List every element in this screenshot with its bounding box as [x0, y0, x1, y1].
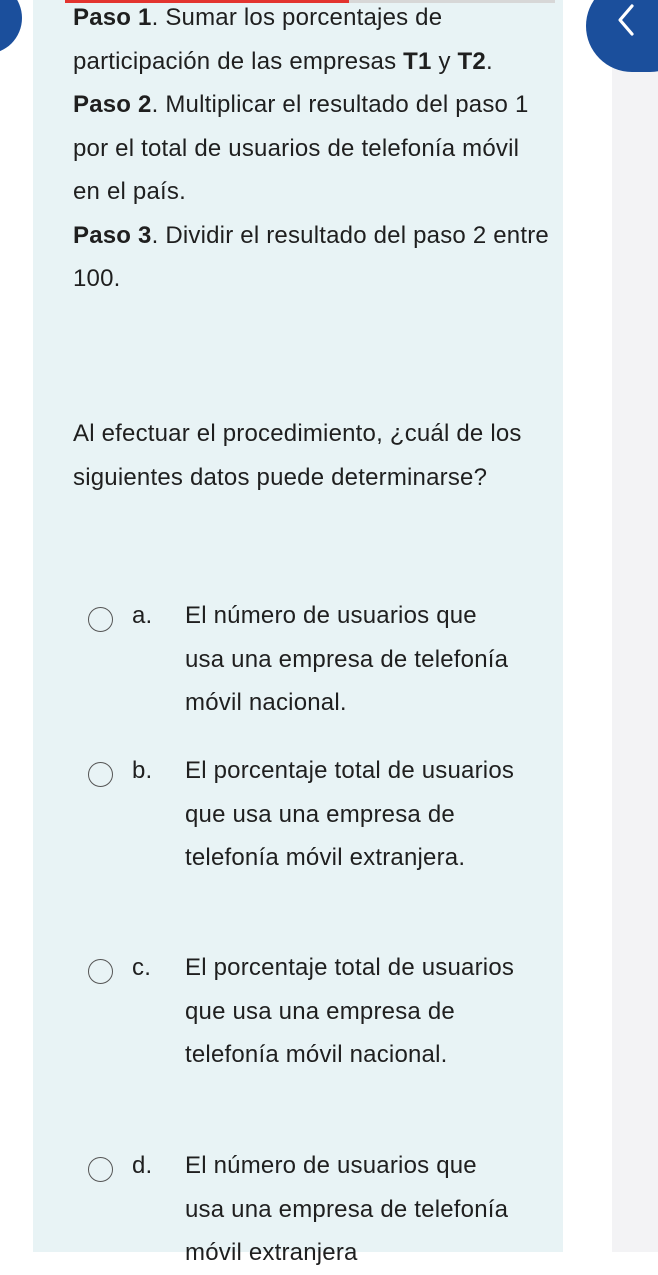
option-text-c: El porcentaje total de usuarios que usa una empresa de telefonía móvil nacional. — [185, 954, 515, 1068]
step-1-t2: T2 — [457, 47, 486, 75]
step-1 — [73, 0, 553, 83]
step-3-label: Paso 3 — [73, 221, 152, 249]
question-text — [73, 412, 543, 499]
step-1-t1: T1 — [403, 47, 432, 75]
option-text-d: El número de usuarios que usa una empresa de telefonía móvil extranjera — [185, 1152, 509, 1266]
right-gutter — [612, 0, 658, 1252]
step-2-text: . Multiplicar el resultado del paso 1 por el total de usuarios de telefonía móvil en el país. — [73, 91, 529, 205]
radio-button-d[interactable] — [88, 1157, 113, 1182]
step-1-text: . Sumar los porcentajes de participación de las empresas — [73, 4, 443, 75]
step-3 — [73, 214, 553, 301]
step-1-label: Paso 1 — [73, 4, 152, 31]
option-text-a: El número de usuarios que usa una empresa de telefonía móvil nacional. — [185, 602, 509, 716]
radio-button-b[interactable] — [88, 762, 113, 787]
step-1-end: . — [485, 47, 493, 75]
option-letter-d: d. — [132, 1152, 153, 1179]
left-gutter — [0, 0, 33, 1252]
question-prompt: Al efectuar el procedimiento, ¿cuál de los siguientes datos puede determinarse? — [73, 420, 522, 491]
radio-button-c[interactable] — [88, 959, 113, 984]
option-text-b: El porcentaje total de usuarios que usa una empresa de telefonía móvil extranjera. — [185, 757, 515, 871]
option-letter-c: c. — [132, 954, 152, 981]
chevron-left-icon — [612, 0, 642, 40]
step-2 — [73, 83, 553, 214]
procedure-steps — [73, 0, 553, 301]
option-letter-a: a. — [132, 602, 153, 629]
option-letter-b: b. — [132, 757, 153, 784]
step-3-text: . Dividir el resultado del paso 2 entre 100. — [73, 221, 549, 292]
step-2-label: Paso 2 — [73, 91, 152, 118]
radio-button-a[interactable] — [88, 607, 113, 632]
step-1-y: y — [431, 47, 458, 75]
back-button[interactable] — [586, 0, 658, 72]
